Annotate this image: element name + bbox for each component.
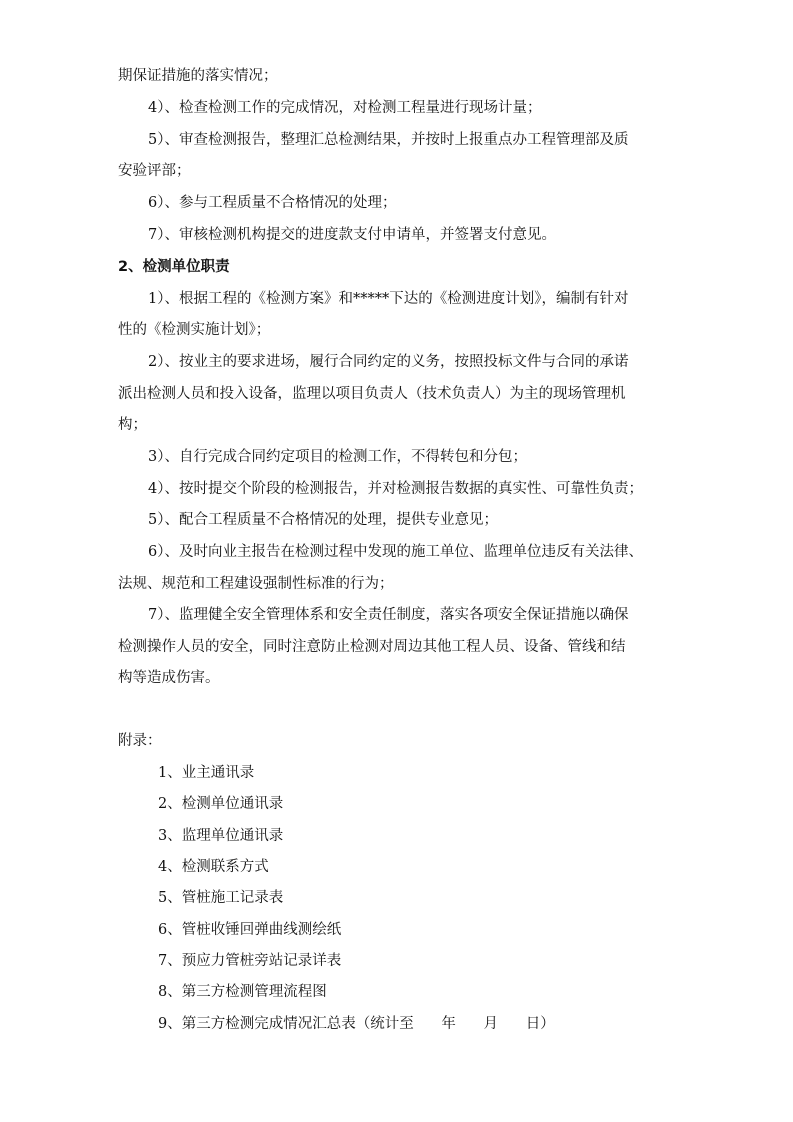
appendix-item: 1、业主通讯录 (158, 765, 255, 781)
appendix-title: 附录： (118, 733, 162, 749)
appendix-item: 6、管桩收锤回弹曲线测绘纸 (158, 922, 342, 938)
appendix-item: 5、管桩施工记录表 (158, 890, 284, 906)
paragraph-line: 1）、根据工程的《检测方案》和*****下达的《检测进度计划》，编制有针对 (148, 291, 629, 307)
paragraph-line: 6）、参与工程质量不合格情况的处理； (148, 195, 397, 211)
paragraph-line: 法规、规范和工程建设强制性标准的行为； (118, 576, 394, 592)
paragraph-line: 期保证措施的落实情况； (118, 68, 278, 84)
paragraph-line: 派出检测人员和投入设备，监理以项目负责人（技术负责人）为主的现场管理机 (118, 386, 626, 402)
paragraph-line: 2）、按业主的要求进场，履行合同约定的义务，按照投标文件与合同的承诺 (148, 354, 629, 370)
paragraph-line: 4）、按时提交个阶段的检测报告，并对检测报告数据的真实性、可靠性负责； (148, 481, 643, 497)
paragraph-line: 3）、自行完成合同约定项目的检测工作，不得转包和分包； (148, 449, 527, 465)
paragraph-line: 5）、审查检测报告，整理汇总检测结果，并按时上报重点办工程管理部及质 (148, 132, 629, 148)
appendix-item: 4、检测联系方式 (158, 859, 269, 875)
paragraph-line: 性的《检测实施计划》； (118, 322, 271, 338)
appendix-item: 3、监理单位通讯录 (158, 828, 284, 844)
appendix-item: 8、第三方检测管理流程图 (158, 984, 327, 1000)
appendix-item: 7、预应力管桩旁站记录详表 (158, 953, 342, 969)
paragraph-line: 5）、配合工程质量不合格情况的处理，提供专业意见； (148, 512, 498, 528)
paragraph-line: 构等造成伤害。 (118, 670, 220, 686)
paragraph-line: 安验评部； (118, 163, 191, 179)
appendix-item: 2、检测单位通讯录 (158, 796, 284, 812)
paragraph-line: 检测操作人员的安全，同时注意防止检测对周边其他工程人员、设备、管线和结 (118, 639, 626, 655)
paragraph-line: 构； (118, 417, 147, 433)
paragraph-line: 6）、及时向业主报告在检测过程中发现的施工单位、监理单位违反有关法律、 (148, 544, 643, 560)
paragraph-line: 7）、审核检测机构提交的进度款支付申请单，并签署支付意见。 (148, 227, 556, 243)
section-heading: 2、检测单位职责 (118, 259, 230, 275)
paragraph-line: 7）、监理健全安全管理体系和安全责任制度，落实各项安全保证措施以确保 (148, 607, 629, 623)
appendix-item: 9、第三方检测完成情况汇总表（统计至 年 月 日） (158, 1016, 555, 1032)
paragraph-line: 4）、检查检测工作的完成情况，对检测工程量进行现场计量； (148, 100, 542, 116)
